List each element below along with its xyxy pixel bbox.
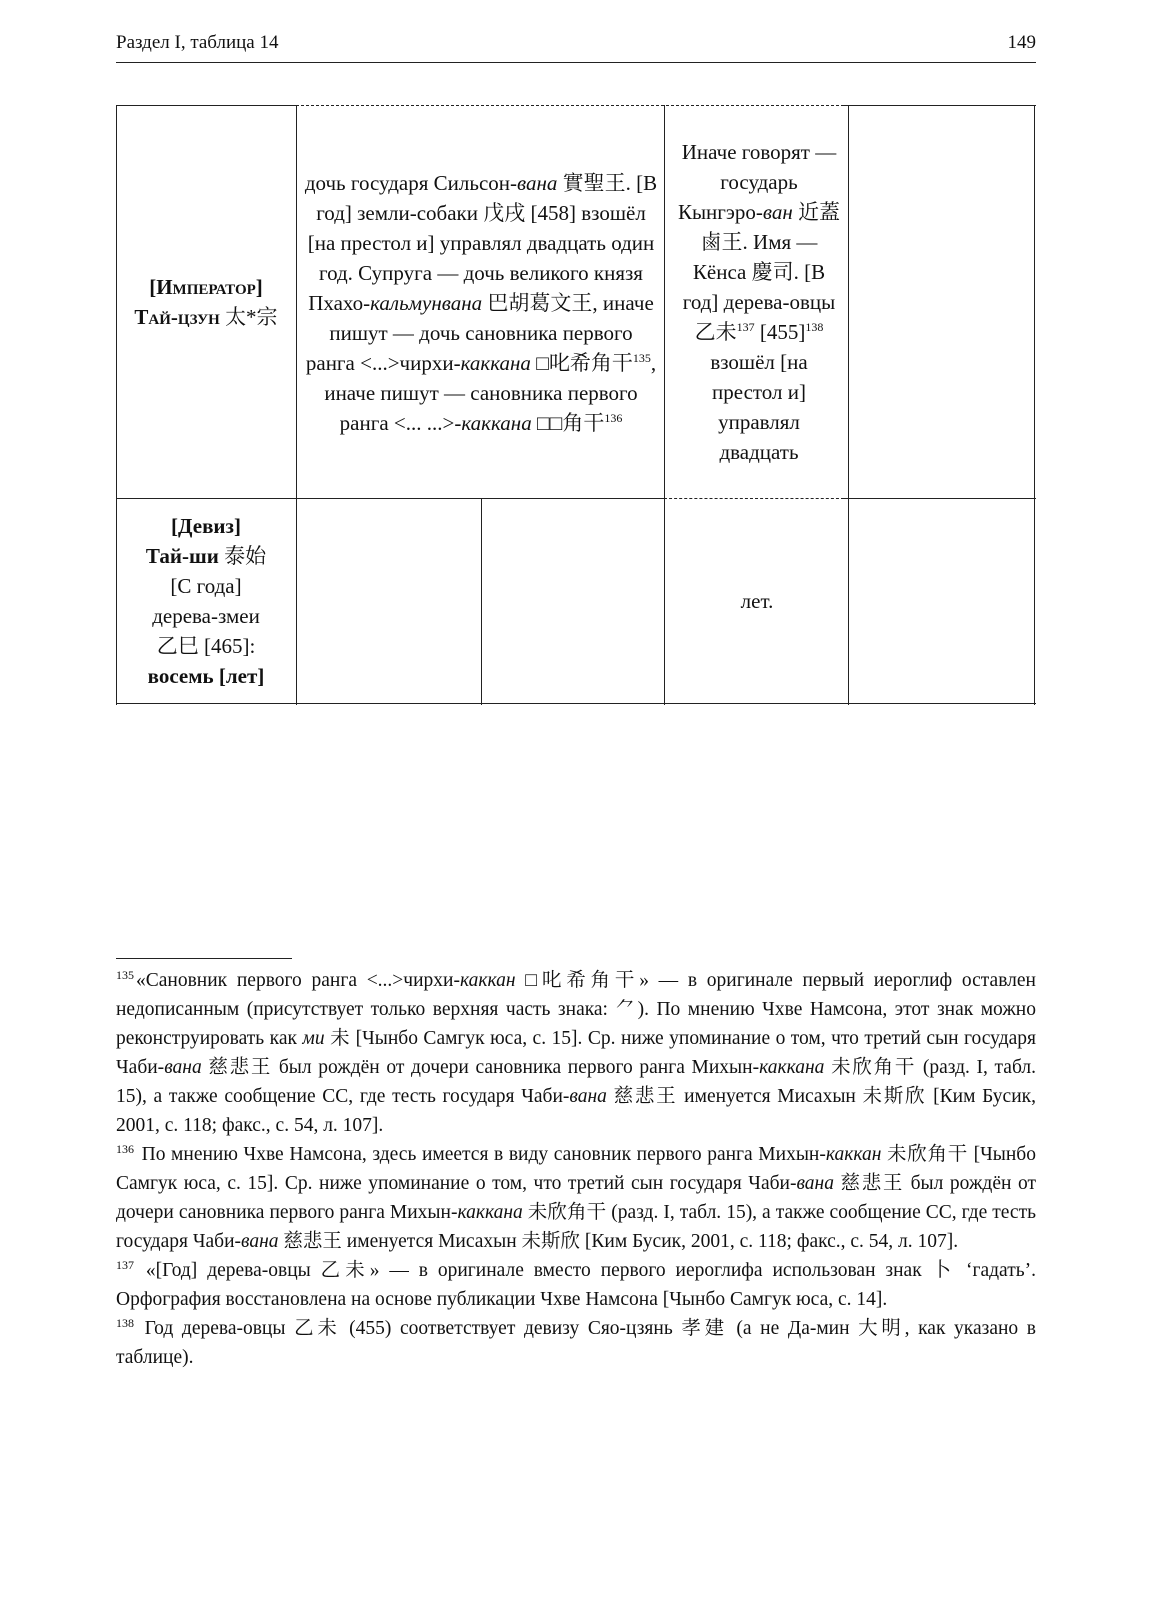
footnote-135: $^{135}$ «Сановник первого ранга <...>чирхи-каккан □叱希角干» — в оригинале первый иероглиф оставлен недописанным (присутствует только верхняя часть знака: ⺈). По мнению Чхве Намсона, этот знак можно реконструировать как ми 未 [Чынбо Самгук юса, с. 15]. Ср. ниже упоминание о том, что третий сын государя Чаби-вана 慈悲王 был рождён от дочери сановника первого ранга Михын-каккана 未欣角干 (разд. I, табл. 15), а также сообщение СС, где тесть государя Чаби-вана 慈悲王 именуется Мисахын 未斯欣 [Ким Бусик, 2001, с. 118; факс., с. 54, л. 107].: [116, 967, 1036, 1136]
page-number: 149: [1007, 32, 1036, 53]
motto-duration: восемь [лет]: [147, 664, 265, 688]
motto-cell: [118, 501, 294, 701]
motto-label: [Девиз]: [171, 514, 241, 538]
paekche-king-cell: [676, 117, 842, 487]
reign-description: дочь государя Сильсон-вана 實聖王. [В год] земли-собаки 戊戌 [458] взошёл [на престол и] управлял двадцать один год. Супруга — дочь великого князя Пхахо-кальмунвана 巴胡葛文王, иначе пишут — дочь сановника первого ранга <...>чирхи-каккана □叱希角干$^{135}$, иначе пишут — сановника первого ранга <... ...>-каккана □□角干$^{136}$: [304, 171, 658, 435]
table-row-divider: [116, 498, 664, 499]
paekche-king-description: Иначе говорят — государь Кынгэро-ван 近蓋鹵王. Имя — Кёнса 慶司. [В год] дерева-овцы 乙未$^{137}$ $[455]^{138}$ взошёл [на престол и] управлял двадцать: [677, 140, 841, 464]
table-bottom-border: [116, 703, 1036, 704]
motto-start-year-chars: 乙巳 [465]:: [156, 634, 256, 658]
chronology-table: [116, 105, 1036, 705]
section-title: Раздел I, таблица 14: [116, 32, 279, 53]
running-header: [116, 30, 1036, 63]
motto-start-label: [С года]: [170, 574, 242, 598]
table-col-divider-3: [848, 105, 849, 705]
years-cell: [668, 501, 846, 701]
footnote-137: $^{137}$ «[Год] дерева-овцы 乙未» — в оригинале вместо первого иероглифа использован знак 卜 ‘гадать’. Орфография восстановлена на основе публикации Чхве Намсона [Чынбо Самгук юса, с. 14].: [116, 1257, 1036, 1310]
motto-start-year: дерева-змеи: [152, 604, 260, 628]
table-top-border-left: [116, 105, 296, 106]
table-top-border-dashed: [296, 105, 844, 106]
table-col-divider-1: [296, 105, 297, 705]
emperor-title: [Император]: [149, 275, 263, 299]
motto-name: Тай-ши 泰始: [145, 544, 267, 568]
years-text: лет.: [740, 589, 774, 613]
table-top-border-right: [844, 105, 1036, 106]
table-left-border: [116, 105, 117, 705]
emperor-cell: [118, 107, 294, 497]
table-right-border: [1034, 105, 1035, 705]
footnote-136: $^{136}$ По мнению Чхве Намсона, здесь имеется в виду сановник первого ранга Михын-каккан 未欣角干 [Чынбо Самгук юса, с. 15]. Ср. ниже упоминание о том, что третий сын государя Чаби-вана 慈悲王 был рождён от дочери сановника первого ранга Михын-каккана 未欣角干 (разд. I, табл. 15), а также сообщение СС, где тесть государя Чаби-вана 慈悲王 именуется Мисахын 未斯欣 [Ким Бусик, 2001, с. 118; факс., с. 54, л. 107].: [116, 1141, 1036, 1252]
table-col-divider-2: [664, 105, 665, 705]
table-col-divider-lower: [481, 498, 482, 705]
footnotes: [116, 966, 1036, 1372]
reign-description-cell: [300, 123, 662, 483]
footnote-rule: [116, 958, 292, 959]
footnote-138: $^{138}$ Год дерева-овцы 乙未 (455) соответствует девизу Сяо-цзянь 孝建 (а не Да-мин 大明, как указано в таблице).: [116, 1315, 1036, 1368]
table-row-divider-dashed: [664, 498, 844, 499]
table-row-divider-right: [844, 498, 1036, 499]
emperor-name: Тай-цзун 太*宗: [134, 305, 278, 329]
